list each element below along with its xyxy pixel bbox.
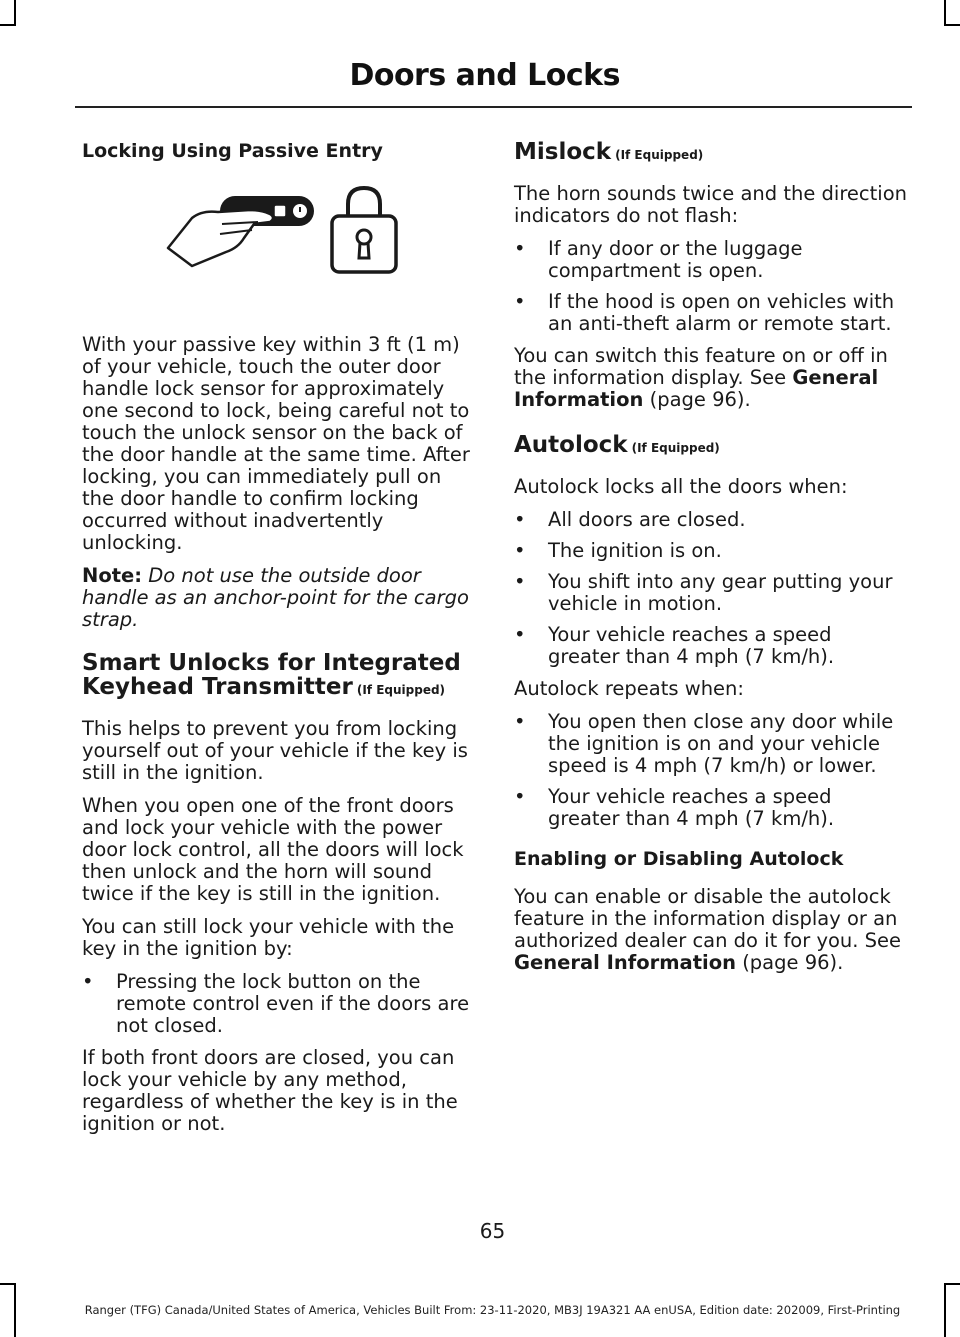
paragraph-enable-text: You can enable or disable the autolock feature in the information display or an authorized dealer can do it for you. See — [514, 885, 902, 952]
xref-general-information[interactable]: General Information — [514, 366, 879, 411]
list-item: • You open then close any door while the ignition is on and your vehicle speed is 4 mph (7 km/h) or lower. — [514, 711, 907, 777]
list-item: • The ignition is on. — [514, 540, 907, 562]
smart-bullet-list — [82, 971, 475, 1037]
list-item: • All doors are closed. — [514, 509, 907, 531]
list-item: • You shift into any gear putting your vehicle in motion. — [514, 571, 907, 615]
note-label: Note: — [82, 564, 143, 587]
paragraph-switch-text: You can switch this feature on or off in the information display. See — [514, 344, 888, 389]
if-equipped-tag: (If Equipped) — [356, 683, 446, 697]
paragraph-smart-1: This helps to prevent you from locking yourself out of your vehicle if the key is still in the ignition. — [82, 717, 468, 784]
paragraph-enable — [514, 886, 907, 974]
if-equipped-tag: (If Equipped) — [615, 148, 704, 162]
crop-mark — [14, 0, 16, 26]
heading-autolock — [514, 433, 907, 460]
hand-lock-icon — [162, 178, 402, 278]
if-equipped-tag: (If Equipped) — [631, 441, 720, 455]
lock-icon — [348, 188, 380, 216]
hand-icon — [168, 210, 273, 266]
xref-general-information[interactable]: General Information — [514, 951, 736, 974]
page-number: 65 — [479, 1219, 506, 1243]
crop-mark — [944, 0, 946, 26]
paragraph-passive-entry: With your passive key within 3 ft (1 m) of your vehicle, touch the outer door handle lock sensor for approximately one second to lock, being careful not to touch the unlock sensor on the back of the door handle at the same time. After locking, you can immediately pull on the door handle to confirm locking occurred without inadvertently unlocking. — [82, 333, 470, 554]
passive-entry-illustration — [82, 178, 475, 318]
heading-passive-entry: Locking Using Passive Entry — [82, 140, 383, 162]
left-column — [82, 140, 475, 1146]
footer: Ranger (TFG) Canada/United States of America, Vehicles Built From: 23-11-2020, MB3J 19A321 AA enUSA, Edition date: 202009, First-Printing — [84, 1303, 901, 1317]
paragraph-repeats: Autolock repeats when: — [514, 677, 744, 700]
list-item: • Your vehicle reaches a speed greater than 4 mph (7 km/h). — [514, 624, 907, 668]
page-title: Doors and Locks — [349, 58, 620, 93]
right-column — [514, 140, 907, 985]
paragraph-smart-4: If both front doors are closed, you can lock your vehicle by any method, regardless of whether the key is in the ignition or not. — [82, 1046, 458, 1135]
paragraph-smart-2: When you open one of the front doors and lock your vehicle with the power door lock control, all the doors will lock then unlock and the horn will sound twice if the key is still in the ignition. — [82, 794, 464, 905]
heading-mislock — [514, 140, 907, 167]
mislock-bullet-list — [514, 238, 907, 335]
paragraph-smart-3: You can still lock your vehicle with the key in the ignition by: — [82, 915, 455, 960]
list-item: • Your vehicle reaches a speed greater than 4 mph (7 km/h). — [514, 786, 907, 830]
heading-enable-autolock: Enabling or Disabling Autolock — [514, 848, 844, 870]
crop-mark — [0, 24, 16, 26]
heading-mislock-text: Mislock — [514, 139, 612, 165]
xref-page: (page 96). — [742, 951, 844, 974]
paragraph-mislock: The horn sounds twice and the direction indicators do not flash: — [514, 182, 907, 227]
list-item: • If the hood is open on vehicles with an anti-theft alarm or remote start. — [514, 291, 907, 335]
heading-smart-unlocks — [82, 651, 475, 702]
heading-autolock-text: Autolock — [514, 432, 628, 458]
crop-mark — [944, 24, 960, 26]
paragraph-autolock: Autolock locks all the doors when: — [514, 475, 848, 498]
crop-mark — [0, 1283, 16, 1285]
header-divider — [75, 106, 912, 108]
repeat-bullet-list — [514, 711, 907, 830]
crop-mark — [944, 1283, 960, 1285]
list-item: • If any door or the luggage compartment is open. — [514, 238, 907, 282]
paragraph-switch — [514, 345, 907, 411]
note — [82, 565, 475, 631]
xref-page: (page 96). — [649, 388, 751, 411]
note-text: Do not use the outside door handle as an anchor-point for the cargo strap. — [82, 564, 469, 631]
autolock-bullet-list — [514, 509, 907, 668]
list-item: • Pressing the lock button on the remote control even if the doors are not closed. — [82, 971, 475, 1037]
heading-smart-unlocks-text: Smart Unlocks for Integrated Keyhead Transmitter — [82, 650, 461, 700]
